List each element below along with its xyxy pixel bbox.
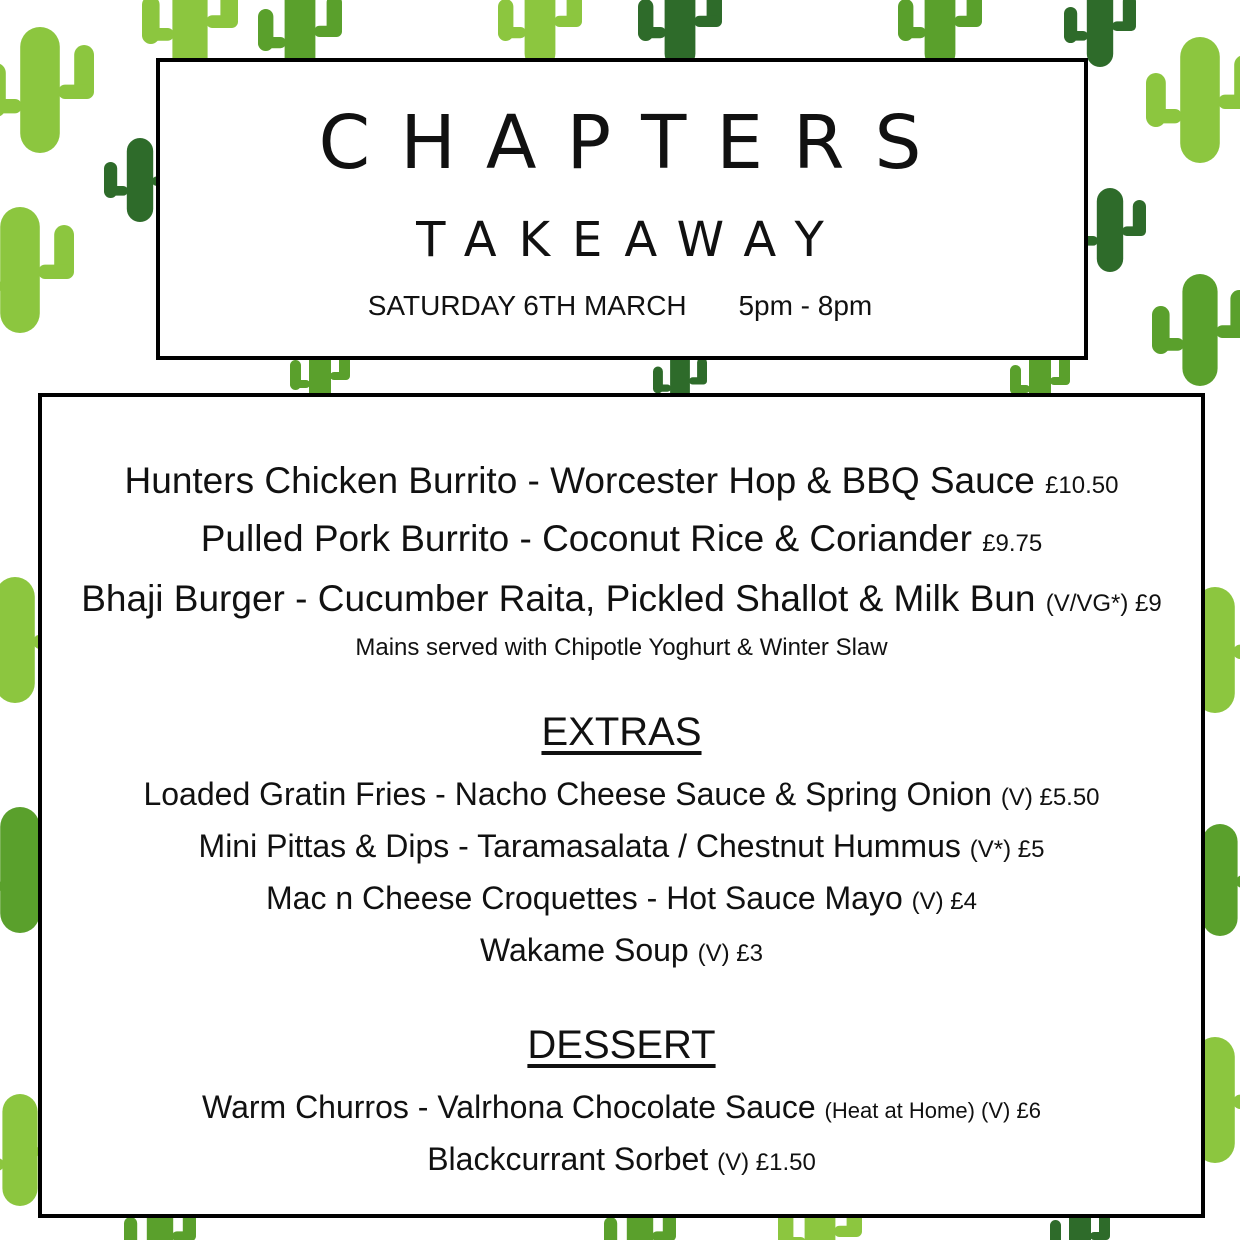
menu-item-price: (V/VG*) £9 [1045,590,1162,617]
mains-note: Mains served with Chipotle Yoghurt & Winter Slaw [355,634,888,661]
menu-item-price: (V) £1.50 [717,1149,816,1176]
menu-item-price: (V) £3 [697,940,763,967]
menu-item-name: Pulled Pork Burrito - Coconut Rice & Coriander [200,518,972,559]
menu-item-name: Warm Churros - Valrhona Chocolate Sauce [202,1089,816,1125]
event-date: SATURDAY 6TH MARCH [367,290,687,321]
menu-item-price: (V) £4 [911,888,977,915]
menu-item [38,828,1205,865]
menu-item [38,578,1205,620]
menu-item-name: Blackcurrant Sorbet [427,1141,709,1177]
dessert-heading: DESSERT [527,1023,716,1067]
menu-item-name: Hunters Chicken Burrito - Worcester Hop & BBQ Sauce [124,460,1035,501]
menu-item [38,776,1205,813]
menu-item-price: £10.50 [1045,472,1119,499]
menu-item [38,1089,1205,1126]
event-time: 5pm - 8pm [738,290,873,321]
menu-item-name: Loaded Gratin Fries - Nacho Cheese Sauce & Spring Onion [143,776,992,812]
menu-item-name: Mac n Cheese Croquettes - Hot Sauce Mayo [266,880,903,916]
menu-item-price: £9.75 [982,530,1043,557]
brand-title: CHAPTERS [318,100,952,186]
menu-item-name: Wakame Soup [480,932,689,968]
menu-item [38,880,1205,917]
menu-item-price: (Heat at Home) (V) £6 [824,1098,1041,1123]
extras-heading: EXTRAS [541,710,702,754]
menu-item [38,932,1205,969]
menu-item-price: (V*) £5 [969,836,1045,863]
menu-item-name: Bhaji Burger - Cucumber Raita, Pickled Shallot & Milk Bun [81,578,1036,619]
menu-item-name: Mini Pittas & Dips - Taramasalata / Chestnut Hummus [198,828,961,864]
menu-item [38,1141,1205,1178]
takeaway-subtitle: TAKEAWAY [416,212,846,268]
menu-item [38,460,1205,502]
date-time-line [0,290,1240,322]
menu-item-price: (V) £5.50 [1000,784,1100,811]
menu-item [38,518,1205,560]
